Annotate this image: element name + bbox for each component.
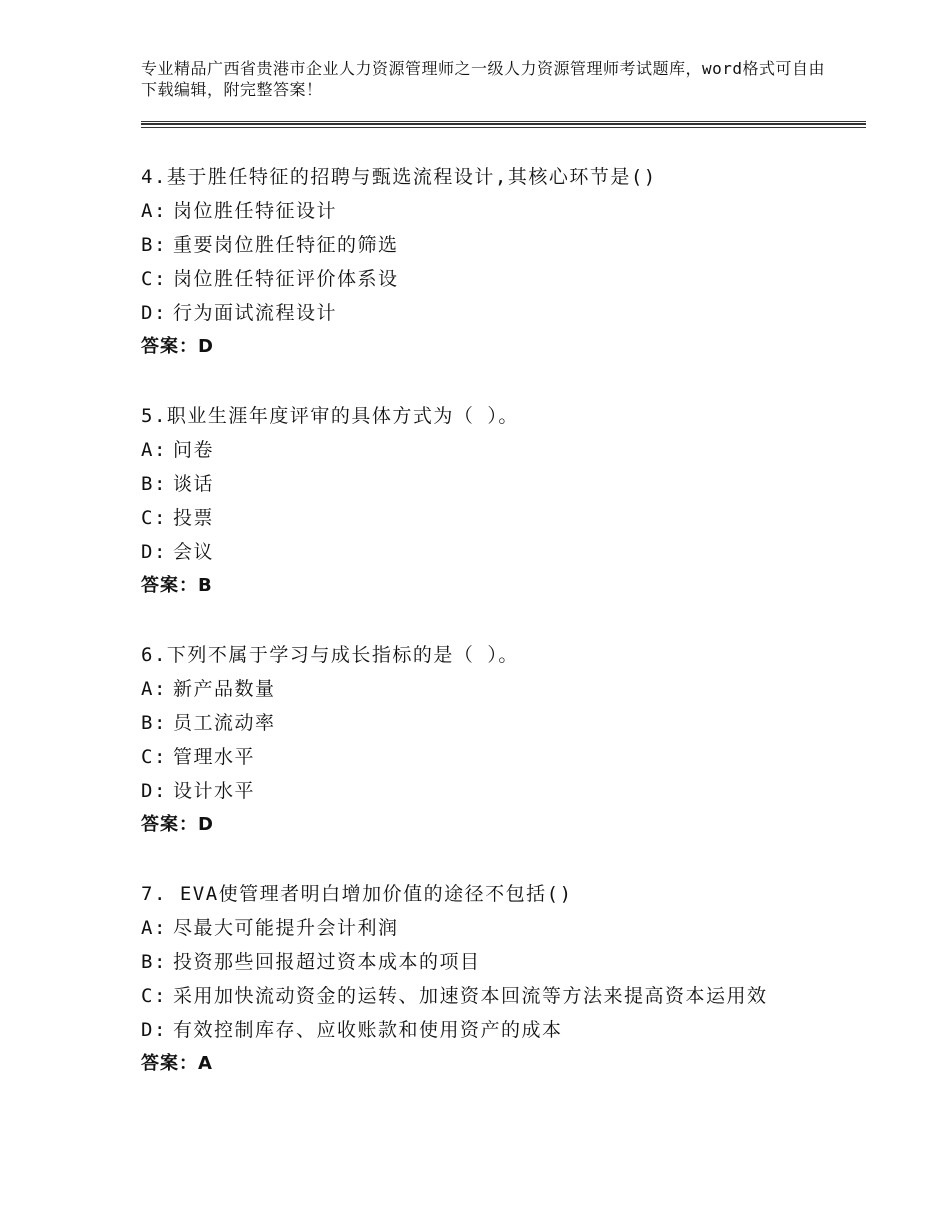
option-letter: C: bbox=[141, 985, 167, 1007]
option-text: 会议 bbox=[173, 541, 215, 563]
option-b bbox=[141, 467, 866, 501]
header-divider-bottom bbox=[141, 127, 866, 128]
option-text: 投资那些回报超过资本成本的项目 bbox=[173, 951, 481, 973]
option-letter: A: bbox=[141, 917, 167, 939]
option-d bbox=[141, 535, 866, 569]
question-block bbox=[141, 877, 866, 1081]
question-block bbox=[141, 638, 866, 842]
option-text: 采用加快流动资金的运转、加速资本回流等方法来提高资本运用效 bbox=[173, 985, 768, 1007]
option-b bbox=[141, 228, 866, 262]
option-letter: C: bbox=[141, 746, 167, 768]
option-letter: C: bbox=[141, 268, 167, 290]
option-a bbox=[141, 911, 866, 945]
header-divider-top bbox=[141, 121, 866, 122]
option-text: 设计水平 bbox=[173, 780, 256, 802]
option-text: 新产品数量 bbox=[173, 678, 276, 700]
option-letter: B: bbox=[141, 234, 167, 256]
option-text: 投票 bbox=[173, 507, 215, 529]
option-d bbox=[141, 774, 866, 808]
option-letter: B: bbox=[141, 951, 167, 973]
option-letter: C: bbox=[141, 507, 167, 529]
option-a bbox=[141, 672, 866, 706]
option-letter: A: bbox=[141, 439, 167, 461]
option-letter: A: bbox=[141, 678, 167, 700]
option-c bbox=[141, 979, 866, 1013]
option-text: 谈话 bbox=[173, 473, 215, 495]
option-letter: B: bbox=[141, 712, 167, 734]
option-text: 有效控制库存、应收账款和使用资产的成本 bbox=[173, 1019, 563, 1041]
header-text: 专业精品广西省贵港市企业人力资源管理师之一级人力资源管理师考试题库，word格式可自由下载编辑，附完整答案！ bbox=[141, 59, 826, 99]
answer-line: 答案：D bbox=[141, 814, 214, 835]
option-text: 重要岗位胜任特征的筛选 bbox=[173, 234, 399, 256]
option-letter: D: bbox=[141, 1019, 167, 1041]
question-stem: 6.下列不属于学习与成长指标的是（ ）。 bbox=[141, 644, 519, 666]
option-d bbox=[141, 296, 866, 330]
question-stem: 7. EVA使管理者明白增加价值的途径不包括() bbox=[141, 883, 573, 905]
option-b bbox=[141, 706, 866, 740]
option-a bbox=[141, 433, 866, 467]
option-d bbox=[141, 1013, 866, 1047]
option-text: 尽最大可能提升会计利润 bbox=[173, 917, 399, 939]
option-letter: D: bbox=[141, 780, 167, 802]
question-stem: 4.基于胜任特征的招聘与甄选流程设计,其核心环节是() bbox=[141, 166, 657, 188]
option-text: 问卷 bbox=[173, 439, 215, 461]
document-header bbox=[141, 58, 841, 100]
answer-line: 答案：B bbox=[141, 575, 213, 596]
option-a bbox=[141, 194, 866, 228]
question-stem: 5.职业生涯年度评审的具体方式为（ ）。 bbox=[141, 405, 519, 427]
question-block bbox=[141, 160, 866, 364]
option-letter: B: bbox=[141, 473, 167, 495]
option-text: 岗位胜任特征设计 bbox=[173, 200, 338, 222]
option-text: 员工流动率 bbox=[173, 712, 276, 734]
option-text: 行为面试流程设计 bbox=[173, 302, 338, 324]
option-letter: D: bbox=[141, 302, 167, 324]
answer-line: 答案：D bbox=[141, 336, 214, 357]
option-c bbox=[141, 262, 866, 296]
option-letter: D: bbox=[141, 541, 167, 563]
option-c bbox=[141, 501, 866, 535]
question-block bbox=[141, 399, 866, 603]
option-text: 岗位胜任特征评价体系设 bbox=[173, 268, 399, 290]
answer-line: 答案：A bbox=[141, 1053, 213, 1074]
option-letter: A: bbox=[141, 200, 167, 222]
header-divider-middle bbox=[141, 123, 866, 125]
option-c bbox=[141, 740, 866, 774]
option-b bbox=[141, 945, 866, 979]
option-text: 管理水平 bbox=[173, 746, 256, 768]
